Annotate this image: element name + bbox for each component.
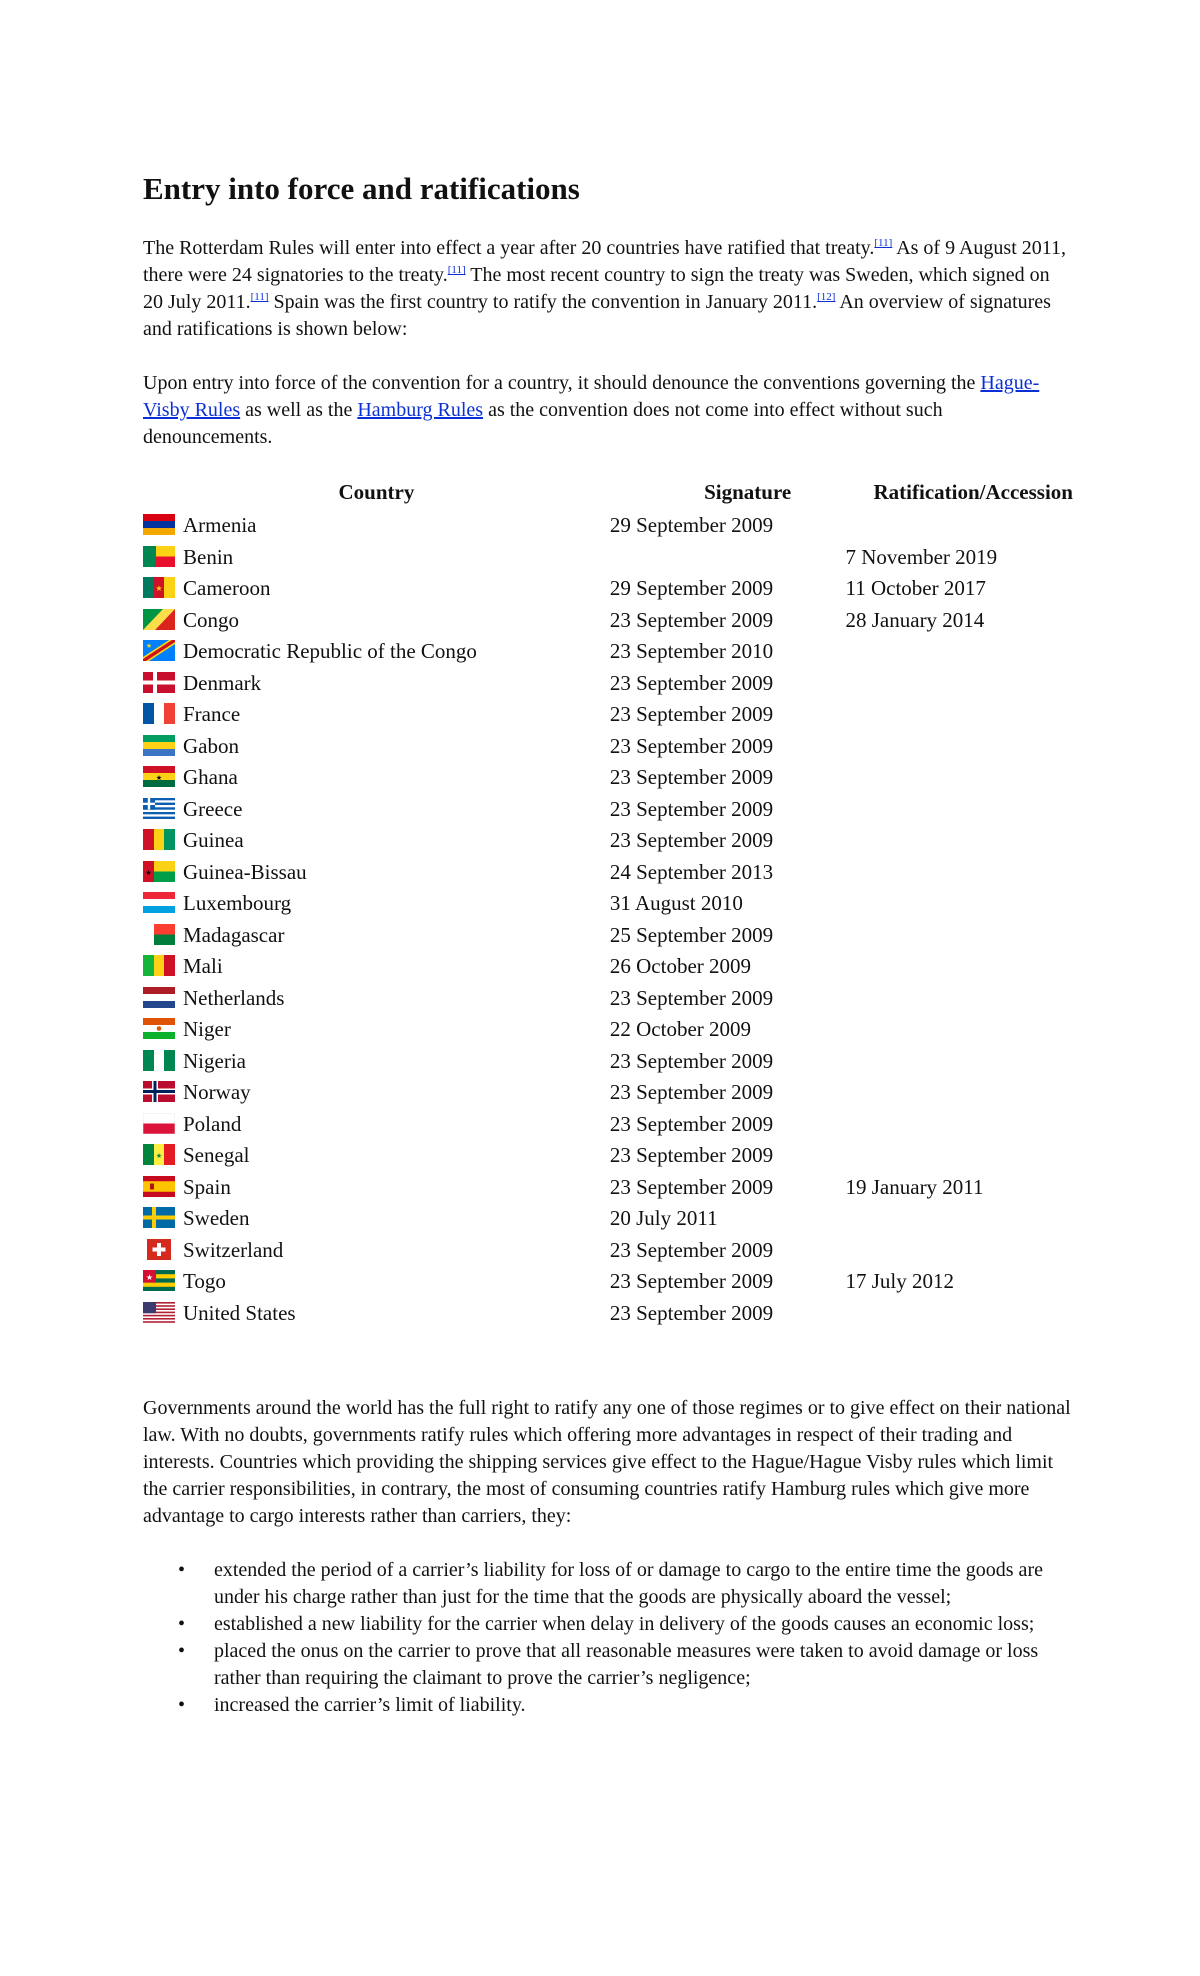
country-cell bbox=[143, 731, 610, 763]
ratification-date bbox=[846, 1140, 1074, 1172]
country-cell bbox=[143, 983, 610, 1015]
country-name: France bbox=[183, 702, 241, 727]
country-cell bbox=[143, 794, 610, 826]
table-row bbox=[143, 888, 1073, 920]
list-item: • placed the onus on the carrier to prove that all reasonable measures were taken to avoid damage or loss rather than requiring the claimant to prove the carrier’s negligence; bbox=[214, 1638, 1073, 1692]
country-name: Spain bbox=[183, 1174, 231, 1199]
table-row bbox=[143, 699, 1073, 731]
table-row bbox=[143, 825, 1073, 857]
signature-date: 24 September 2013 bbox=[609, 859, 774, 884]
ratification-date bbox=[846, 1046, 1074, 1078]
table-row bbox=[143, 605, 1073, 637]
ratification-date bbox=[846, 1077, 1074, 1109]
niger-flag bbox=[143, 1018, 175, 1039]
table-row bbox=[143, 1203, 1073, 1235]
ratification-date bbox=[846, 636, 1074, 668]
country-cell bbox=[143, 1235, 610, 1267]
ratification-table bbox=[143, 478, 1073, 1329]
poland-flag bbox=[143, 1113, 175, 1134]
table-row bbox=[143, 636, 1073, 668]
signature-date: 23 September 2009 bbox=[609, 1080, 774, 1105]
senegal-flag bbox=[143, 1144, 175, 1165]
citation[interactable] bbox=[448, 264, 466, 276]
ratification-date bbox=[846, 1298, 1074, 1330]
country-name: Benin bbox=[183, 544, 234, 569]
table-row bbox=[143, 668, 1073, 700]
table-header-row bbox=[143, 478, 1073, 510]
svg-text:★: ★ bbox=[155, 1152, 163, 1161]
country-cell bbox=[143, 1014, 610, 1046]
country-cell bbox=[143, 636, 610, 668]
mali-flag bbox=[143, 955, 175, 976]
country-name: Switzerland bbox=[183, 1237, 284, 1262]
ratification-date: 28 January 2014 bbox=[845, 607, 985, 632]
column-header-country: Country bbox=[338, 479, 415, 504]
svg-text:★: ★ bbox=[155, 584, 163, 594]
signature-date: 23 September 2009 bbox=[609, 985, 774, 1010]
guinea-flag bbox=[143, 829, 175, 850]
svg-text:★: ★ bbox=[155, 774, 163, 783]
table-row bbox=[143, 731, 1073, 763]
ratification-date bbox=[846, 983, 1074, 1015]
country-cell bbox=[143, 1298, 610, 1330]
country-name: Luxembourg bbox=[183, 891, 292, 916]
table-row bbox=[143, 1109, 1073, 1141]
country-cell bbox=[143, 668, 610, 700]
united-states-flag bbox=[143, 1302, 175, 1323]
guinea-bissau-flag bbox=[143, 861, 175, 882]
ratification-date bbox=[846, 699, 1074, 731]
table-row bbox=[143, 510, 1073, 542]
gabon-flag bbox=[143, 735, 175, 756]
signature-date: 29 September 2009 bbox=[609, 576, 774, 601]
country-name: Togo bbox=[183, 1269, 226, 1294]
country-name: Nigeria bbox=[183, 1048, 246, 1073]
ratification-date bbox=[846, 762, 1074, 794]
table-row bbox=[143, 1235, 1073, 1267]
table-row bbox=[143, 1077, 1073, 1109]
country-cell bbox=[143, 605, 610, 637]
text-span: The Rotterdam Rules will enter into effect a year after 20 countries have ratified that treaty. bbox=[143, 237, 875, 260]
ratification-date: 11 October 2017 bbox=[845, 576, 986, 601]
ratification-date bbox=[846, 888, 1074, 920]
country-cell bbox=[143, 1203, 610, 1235]
ratification-date bbox=[846, 1014, 1074, 1046]
nigeria-flag bbox=[143, 1050, 175, 1071]
ratification-date bbox=[846, 731, 1074, 763]
hamburg-rules-link[interactable]: Hamburg Rules bbox=[357, 399, 484, 422]
column-header-signature: Signature bbox=[704, 479, 792, 504]
country-name: Cameroon bbox=[183, 576, 271, 601]
country-name: Gabon bbox=[183, 733, 239, 758]
signature-date: 23 September 2009 bbox=[609, 796, 774, 821]
signature-date: 29 September 2009 bbox=[609, 513, 774, 538]
signature-date bbox=[610, 542, 846, 574]
denounce-paragraph bbox=[143, 370, 1073, 451]
country-name: Netherlands bbox=[183, 985, 285, 1010]
column-header-ratification: Ratification/Accession bbox=[873, 479, 1073, 504]
country-cell bbox=[143, 1109, 610, 1141]
signature-date: 23 September 2009 bbox=[609, 670, 774, 695]
country-cell bbox=[143, 857, 610, 889]
country-cell bbox=[143, 1077, 610, 1109]
hague-visby-rules-link[interactable]: Hague-Visby Rules bbox=[143, 372, 1040, 422]
list-item: • extended the period of a carrier’s liability for loss of or damage to cargo to the entire time the goods are under his charge rather than just for the time that the goods are physically aboard the vessel; bbox=[214, 1557, 1073, 1611]
country-cell bbox=[143, 573, 610, 605]
norway-flag bbox=[143, 1081, 175, 1102]
country-cell bbox=[143, 888, 610, 920]
cameroon-flag bbox=[143, 577, 175, 598]
bullet-list bbox=[143, 1557, 1073, 1719]
ratification-date bbox=[846, 951, 1074, 983]
country-name: Senegal bbox=[183, 1143, 250, 1168]
country-name: Norway bbox=[183, 1080, 251, 1105]
signature-date: 23 September 2009 bbox=[609, 607, 774, 632]
signature-date: 23 September 2010 bbox=[609, 639, 774, 664]
ratification-date: 7 November 2019 bbox=[845, 544, 998, 569]
signature-date: 23 September 2009 bbox=[609, 1143, 774, 1168]
citation[interactable] bbox=[874, 237, 892, 249]
country-name: Greece bbox=[183, 796, 243, 821]
madagascar-flag bbox=[143, 924, 175, 945]
svg-text:★: ★ bbox=[145, 868, 152, 877]
country-cell bbox=[143, 1172, 610, 1204]
country-cell bbox=[143, 920, 610, 952]
ratification-date bbox=[846, 920, 1074, 952]
country-cell bbox=[143, 1046, 610, 1078]
country-name: Madagascar bbox=[183, 922, 285, 947]
signature-date: 23 September 2009 bbox=[609, 1174, 774, 1199]
congo-flag bbox=[143, 609, 175, 630]
table-row bbox=[143, 1298, 1073, 1330]
country-name: Guinea-Bissau bbox=[183, 859, 307, 884]
table-row bbox=[143, 983, 1073, 1015]
country-cell bbox=[143, 699, 610, 731]
country-name: Armenia bbox=[183, 513, 257, 538]
denmark-flag bbox=[143, 672, 175, 693]
text-span: As of 9 August 2011, there were 24 signatories to the treaty. bbox=[143, 237, 1067, 287]
ratification-date bbox=[846, 825, 1074, 857]
signature-date: 23 September 2009 bbox=[609, 1111, 774, 1136]
benin-flag bbox=[143, 546, 175, 567]
signature-date: 20 July 2011 bbox=[609, 1206, 718, 1231]
country-name: Democratic Republic of the Congo bbox=[183, 639, 477, 664]
country-cell bbox=[143, 1140, 610, 1172]
country-name: Mali bbox=[183, 954, 223, 979]
ratification-date bbox=[846, 857, 1074, 889]
table-row bbox=[143, 951, 1073, 983]
signature-date: 23 September 2009 bbox=[609, 1048, 774, 1073]
drc-flag bbox=[143, 640, 175, 661]
signature-date: 22 October 2009 bbox=[609, 1017, 752, 1042]
table-row bbox=[143, 1140, 1073, 1172]
document-page bbox=[143, 170, 1073, 1719]
citation[interactable] bbox=[817, 291, 835, 303]
signature-date: 25 September 2009 bbox=[609, 922, 774, 947]
signature-date: 23 September 2009 bbox=[609, 702, 774, 727]
country-name: Ghana bbox=[183, 765, 238, 790]
ratification-date bbox=[846, 1203, 1074, 1235]
table-row bbox=[143, 1046, 1073, 1078]
ratification-date bbox=[846, 794, 1074, 826]
country-name: United States bbox=[183, 1300, 296, 1325]
table-body bbox=[143, 510, 1073, 1329]
citation-link[interactable]: [11] bbox=[447, 264, 466, 277]
luxembourg-flag bbox=[143, 892, 175, 913]
country-name: Poland bbox=[183, 1111, 242, 1136]
country-name: Guinea bbox=[183, 828, 244, 853]
switzerland-flag bbox=[143, 1239, 175, 1260]
togo-flag bbox=[143, 1270, 175, 1291]
table-row bbox=[143, 857, 1073, 889]
table-row bbox=[143, 762, 1073, 794]
list-item: • established a new liability for the carrier when delay in delivery of the goods causes an economic loss; bbox=[214, 1611, 1073, 1638]
country-cell bbox=[143, 510, 610, 542]
signature-date: 23 September 2009 bbox=[609, 828, 774, 853]
signature-date: 23 September 2009 bbox=[609, 765, 774, 790]
country-cell bbox=[143, 951, 610, 983]
sweden-flag bbox=[143, 1207, 175, 1228]
text-span: Upon entry into force of the convention for a country, it should denounce the conventions governing the bbox=[143, 372, 981, 395]
country-name: Niger bbox=[183, 1017, 231, 1042]
text-span: The most recent country to sign the treaty was Sweden, which signed on 20 July 2011. bbox=[143, 264, 1050, 314]
country-cell bbox=[143, 1266, 610, 1298]
signature-date: 23 September 2009 bbox=[609, 733, 774, 758]
table-row bbox=[143, 920, 1073, 952]
table-row bbox=[143, 542, 1073, 574]
table-row bbox=[143, 1172, 1073, 1204]
citation-link[interactable]: [11] bbox=[874, 237, 893, 250]
signature-date: 23 September 2009 bbox=[609, 1300, 774, 1325]
list-item: • increased the carrier’s limit of liability. bbox=[214, 1692, 1073, 1719]
country-cell bbox=[143, 762, 610, 794]
country-name: Denmark bbox=[183, 670, 262, 695]
country-name: Sweden bbox=[183, 1206, 250, 1231]
citation[interactable] bbox=[251, 291, 269, 303]
citation-link[interactable]: [12] bbox=[817, 291, 836, 304]
ratification-date bbox=[846, 668, 1074, 700]
ratification-date bbox=[846, 1235, 1074, 1267]
intro-paragraph bbox=[143, 235, 1073, 343]
ratification-date: 19 January 2011 bbox=[845, 1174, 984, 1199]
greece-flag bbox=[143, 798, 175, 819]
ratification-date bbox=[846, 1109, 1074, 1141]
signature-date: 26 October 2009 bbox=[609, 954, 752, 979]
governments-paragraph: Governments around the world has the full right to ratify any one of those regimes or to give effect on their national law. With no doubts, governments ratify rules which offering more advantages in respect of their trading and interests. Countries which providing the shipping services give effect to the Hague/Hague Visby rules which limit the carrier responsibilities, in contrary, the most of consuming countries ratify Hamburg rules which give more advantage to cargo interests rather than carriers, they: bbox=[143, 1397, 1071, 1528]
country-cell bbox=[143, 825, 610, 857]
ratification-date bbox=[846, 510, 1074, 542]
netherlands-flag bbox=[143, 987, 175, 1008]
text-span: as the convention does not come into effect without such denouncements. bbox=[143, 399, 943, 449]
spain-flag bbox=[143, 1176, 175, 1197]
ghana-flag bbox=[143, 766, 175, 787]
table-row bbox=[143, 573, 1073, 605]
text-span: Spain was the first country to ratify the convention in January 2011. bbox=[268, 291, 818, 314]
signature-date: 23 September 2009 bbox=[609, 1269, 774, 1294]
svg-text:★: ★ bbox=[145, 642, 153, 651]
section-heading: Entry into force and ratifications bbox=[143, 171, 580, 206]
signature-date: 31 August 2010 bbox=[609, 891, 743, 916]
armenia-flag bbox=[143, 514, 175, 535]
country-cell bbox=[143, 542, 610, 574]
france-flag bbox=[143, 703, 175, 724]
table-row bbox=[143, 1014, 1073, 1046]
text-span: An overview of signatures and ratifications is shown below: bbox=[143, 291, 1051, 341]
country-name: Congo bbox=[183, 607, 240, 632]
svg-text:★: ★ bbox=[145, 1273, 154, 1283]
signature-date: 23 September 2009 bbox=[609, 1237, 774, 1262]
text-span: as well as the bbox=[240, 399, 358, 422]
table-row bbox=[143, 1266, 1073, 1298]
citation-link[interactable]: [11] bbox=[250, 291, 269, 304]
table-row bbox=[143, 794, 1073, 826]
ratification-date: 17 July 2012 bbox=[845, 1269, 955, 1294]
